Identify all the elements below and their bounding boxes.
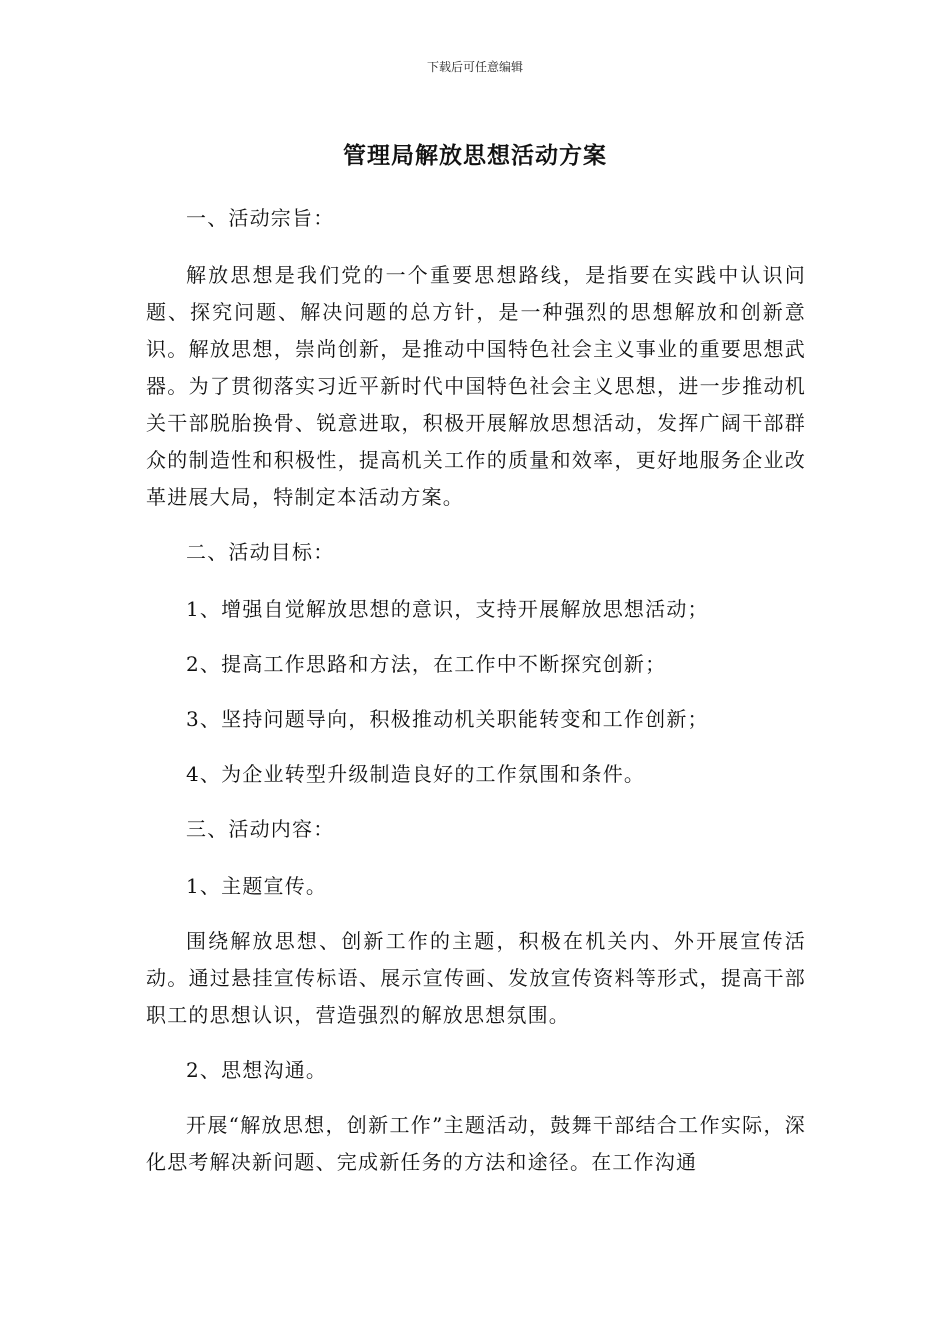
section-heading-goals: 二、活动目标： [186,540,335,564]
section-heading-purpose: 一、活动宗旨： [186,206,335,230]
paragraph-purpose: 解放思想是我们党的一个重要思想路线，是指要在实践中认识问题、探究问题、解决问题的总方针，是一种强烈的思想解放和创新意识。解放思想，崇尚创新，是推动中国特色社会主义事业的重要思想武器。为了贯彻落实习近平新时代中国特色社会主义思想，进一步推动机关干部脱胎换骨、锐意进取，积极开展解放思想活动，发挥广阔干部群众的制造性和积极性，提高机关工作的质量和效率，更好地服务企业改革进展大局，特制定本活动方案。 [146,263,806,509]
goal-item-3: 3、坚持问题导向，积极推动机关职能转变和工作创新； [186,707,709,731]
goal-item-1: 1、增强自觉解放思想的意识，支持开展解放思想活动； [186,597,709,621]
content-subheading-publicity: 1、主题宣传。 [186,874,328,898]
paragraph-communication: 开展“解放思想，创新工作”主题活动，鼓舞干部结合工作实际，深化思考解决新问题、完成新任务的方法和途径。在工作沟通 [146,1113,806,1174]
header-note: 下载后可任意编辑 [426,60,523,74]
paragraph-publicity: 围绕解放思想、创新工作的主题，积极在机关内、外开展宣传活动。通过悬挂宣传标语、展示宣传画、发放宣传资料等形式，提高干部职工的思想认识，营造强烈的解放思想氛围。 [146,929,806,1027]
content-subheading-communication: 2、思想沟通。 [186,1058,328,1082]
goal-item-2: 2、提高工作思路和方法，在工作中不断探究创新； [186,652,667,676]
section-heading-content: 三、活动内容： [186,817,335,841]
document-body [146,200,806,1199]
goal-item-4: 4、为企业转型升级制造良好的工作氛围和条件。 [186,762,646,786]
document-title: 管理局解放思想活动方案 [343,143,607,169]
